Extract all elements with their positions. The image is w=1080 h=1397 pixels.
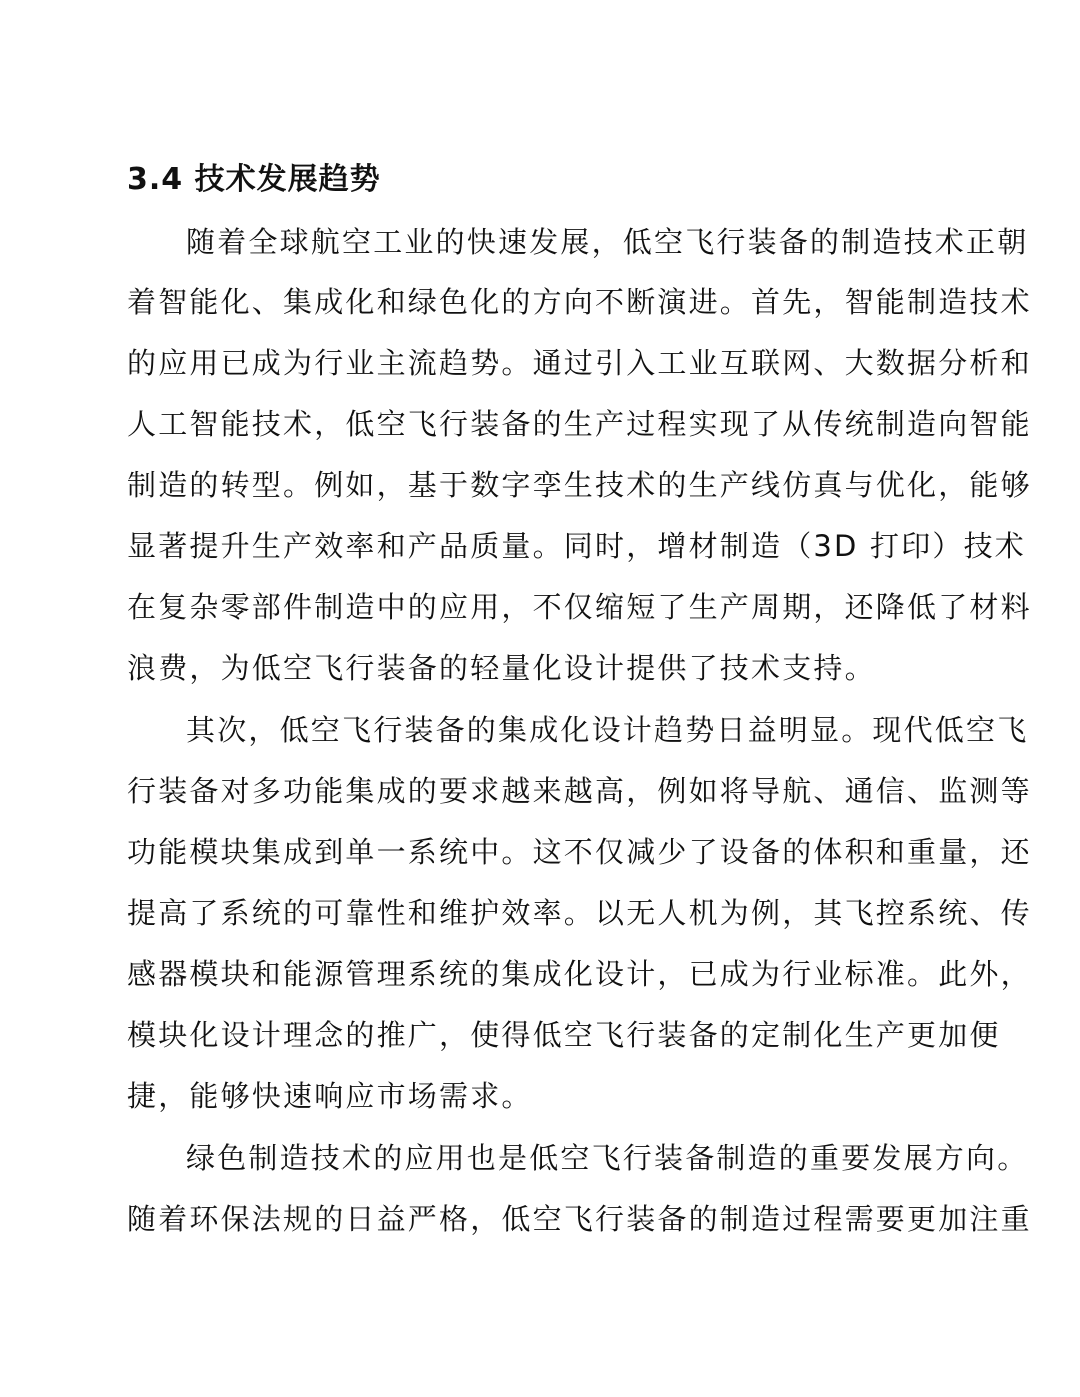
paragraph-2-line-6: 模块化设计理念的推广，使得低空飞行装备的定制化生产更加便 bbox=[127, 1018, 1001, 1052]
paragraph-1-line-3: 的应用已成为行业主流趋势。通过引入工业互联网、大数据分析和 bbox=[127, 346, 1032, 380]
paragraph-2-line-5: 感器模块和能源管理系统的集成化设计，已成为行业标准。此外， bbox=[127, 957, 1032, 991]
paragraph-1-line-2: 着智能化、集成化和绿色化的方向不断演进。首先，智能制造技术 bbox=[127, 285, 1032, 319]
paragraph-2-line-1: 其次，低空飞行装备的集成化设计趋势日益明显。现代低空飞 bbox=[186, 713, 1029, 747]
paragraph-3-line-2: 随着环保法规的日益严格，低空飞行装备的制造过程需要更加注重 bbox=[127, 1202, 1032, 1236]
paragraph-2-line-2: 行装备对多功能集成的要求越来越高，例如将导航、通信、监测等 bbox=[127, 774, 1032, 808]
paragraph-2-line-4: 提高了系统的可靠性和维护效率。以无人机为例，其飞控系统、传 bbox=[127, 896, 1032, 930]
paragraph-1-line-8: 浪费，为低空飞行装备的轻量化设计提供了技术支持。 bbox=[127, 651, 876, 685]
paragraph-2-line-3: 功能模块集成到单一系统中。这不仅减少了设备的体积和重量，还 bbox=[127, 835, 1032, 869]
paragraph-1-line-6: 显著提升生产效率和产品质量。同时，增材制造（3D 打印）技术 bbox=[127, 529, 1027, 563]
paragraph-2-line-7: 捷，能够快速响应市场需求。 bbox=[127, 1079, 533, 1113]
section-heading: 3.4 技术发展趋势 bbox=[127, 162, 381, 197]
paragraph-1-line-7: 在复杂零部件制造中的应用，不仅缩短了生产周期，还降低了材料 bbox=[127, 590, 1032, 624]
paragraph-1-line-5: 制造的转型。例如，基于数字孪生技术的生产线仿真与优化，能够 bbox=[127, 468, 1032, 502]
paragraph-1-line-4: 人工智能技术，低空飞行装备的生产过程实现了从传统制造向智能 bbox=[127, 407, 1032, 441]
paragraph-1-line-1: 随着全球航空工业的快速发展，低空飞行装备的制造技术正朝 bbox=[186, 225, 1029, 259]
paragraph-3-line-1: 绿色制造技术的应用也是低空飞行装备制造的重要发展方向。 bbox=[186, 1141, 1029, 1175]
